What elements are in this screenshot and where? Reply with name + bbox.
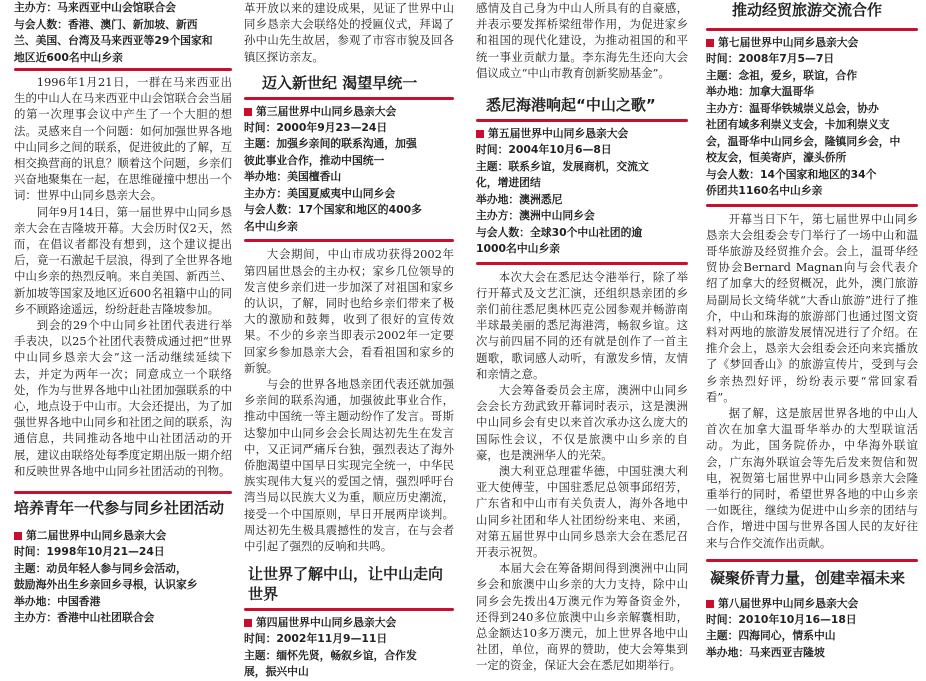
article-paragraph: 感情及自己身为中山人所具有的自豪感，并表示要发挥桥梁纽带作用，为促进家乡和祖国的现代化建设，为推动祖国的和平统一事业贡献力量。李东海先生还向大会倡议成立“中山市教育创新奖励基金”。	[476, 1, 688, 80]
info-line: 校友会，恒美寄庐，濠头侨所	[706, 151, 847, 164]
info-line: 鼓励海外出生乡亲回乡寻根，认识家乡	[14, 578, 198, 592]
info-line: 会，温哥华中山同乡会，隆镇同乡会，中	[706, 134, 901, 148]
red-square-icon	[706, 600, 714, 608]
red-square-icon	[706, 39, 714, 47]
article-paragraph: 开幕当日下午，第七届世界中山同乡恳亲大会组委会专门举行了一场中山和温哥华旅游及经贸推介会。会上，温哥华经贸协会Bernard Magnan向与会代表介绍了加拿大的经贸概况，此外，澳门旅游局副局长文绮华就“大香山旅游”进行了推介，中山和珠海的旅游部门也通过图文资料对两地的旅游发展情况进行了介绍。在推介会上，恳亲大会组委会还向来宾播放了《梦回香山》的旅游宣传片，受到与会乡亲热烈好评，纷纷表示要“常回家看看”。	[706, 211, 918, 404]
col1-bottom-info	[14, 544, 232, 627]
article-paragraph: 本次大会在悉尼达令港举行，除了举行开幕式及文艺汇演，还组织恳亲团的乡亲们前往悉尼奥林匹克公园参观并畅游南半球最美丽的悉尼海港湾，畅叙乡谊。这次与前四届不同的还有就是创作了一首主题歌，歌词感人动听，有激发乡情，友情和亲情之意。	[476, 269, 688, 381]
info-line: 与会人数：17个国家和地区的400多	[244, 203, 422, 217]
divider-bar	[476, 119, 688, 122]
info-line: 化，增进团结	[476, 176, 541, 190]
info-line: 时间：1998年10月21—24日	[14, 545, 165, 559]
info-line: 举办地：美国檀香山	[244, 170, 342, 184]
info-line: 展，振兴中山	[244, 665, 309, 679]
divider-bar	[476, 262, 688, 265]
info-line: 时间：2008年7月5—7日	[706, 52, 835, 65]
event-subheading: 第三届世界中山同乡恳亲大会	[244, 104, 454, 120]
info-line: 与会人数：香港、澳门、新加坡、新西	[14, 17, 198, 31]
divider-bar	[244, 97, 454, 100]
article-paragraph: 同年9月14日，第一届世界中山同乡恳亲大会在吉隆坡开幕。大会历时仅2天，然而，在倡议者都没有想到，这个建议提出后，竟一石激起千层浪，得到了全世界各地中山乡亲的热烈反响。来自美国、新西兰、新加坡等国家及地区近600名祖籍中山的同乡不顾路途遥远，纷纷赶赴吉隆坡参加。	[14, 204, 232, 316]
section-heading: 迈入新世纪 渴望早统一	[262, 73, 418, 92]
col3-info	[476, 142, 688, 258]
red-square-icon	[244, 619, 252, 627]
divider-bar	[706, 559, 918, 562]
info-line: 举办地：中国香港	[14, 594, 101, 608]
info-line: 举办地：加拿大温哥华	[706, 85, 814, 98]
article-paragraph: 本届大会在筹备期间得到澳洲中山同乡会和旅澳中山乡亲的大力支持，除中山同乡会先拨出4万澳元作为筹备资金外，还得到240多位旅澳中山乡亲解囊相助，总金额达10多万澳元，加上世界各地中山社团，单位，商界的赞助，使大会筹集到一定的资金，保证大会在悉尼如期举行。	[476, 561, 688, 673]
col2-info	[244, 120, 454, 236]
info-line: 时间：2002年11月9—11日	[244, 632, 388, 646]
event-subheading: 第二届世界中山同乡恳亲大会	[14, 528, 232, 544]
event-subheading: 第八届世界中山同乡恳亲大会	[706, 596, 918, 612]
article-paragraph: 1996年1月21日，一群在马来西亚出生的中山人在马来西亚中山会馆联合会当届的第一次理事会议中产生了一个大胆的想法。灵感来自一个问题：如何加强世界各地中山同乡之间的联系，促进彼此的了解，互相交换营商的讯息？顺着这个问题，乡亲们兴奋地聚集在一起，在思维碰撞中想出一个词：世界中山同乡恳亲大会。	[14, 75, 232, 203]
info-line: 侨团共1160名中山乡亲	[706, 184, 823, 197]
column-3	[476, 0, 688, 674]
col2-info2	[244, 631, 454, 681]
divider-bar	[244, 239, 454, 242]
info-line: 主办方：马来西亚中山会馆联合会	[14, 1, 176, 14]
info-line: 主题：联系乡谊，发展商机，交流文	[476, 159, 649, 173]
red-square-icon	[244, 108, 252, 116]
section-heading: 让世界了解中山，让中山走向世界	[248, 565, 444, 604]
section-heading: 培养青年一代参与同乡社团活动	[14, 499, 225, 518]
article-paragraph: 据了解，这是旅居世界各地的中山人首次在加拿大温哥华举办的大型联谊活动。为此，国务院侨办，中华海外联谊会，广东海外联谊会等先后发来贺信和贺电，祝贺第七届世界中山同乡恳亲大会隆重举行的同时，希望世界各地的中山乡亲一如既往，继续为促进中山乡亲的团结与合作，增进中国与世界各国人民的友好往来与合作交流作出贡献。	[706, 405, 918, 550]
divider-bar	[706, 28, 918, 31]
section-heading: 推动经贸旅游交流合作	[732, 1, 883, 19]
info-line: 举办地：澳洲悉尼	[476, 192, 563, 206]
info-line: 主办方：香港中山社团联合会	[14, 611, 155, 625]
info-line: 与会人数：全球30个中山社团的逾	[476, 225, 643, 239]
info-line: 彼此事业合作，推动中国统一	[244, 153, 385, 167]
col4-info2	[706, 612, 918, 662]
event-subheading: 第五届世界中山同乡恳亲大会	[476, 126, 688, 142]
divider-bar	[14, 68, 232, 71]
divider-bar	[244, 608, 454, 611]
info-line: 社团有域多利崇义支会，卡加利崇义支	[706, 118, 890, 131]
info-line: 主办方：澳洲中山同乡会	[476, 209, 595, 223]
article-paragraph: 大会筹备委员会主席，澳洲中山同乡会会长方劲武致开幕词时表示，这是澳洲中山同乡会有史以来首次承办这么庞大的国际性会议，不仅是旅澳中山乡亲的自豪，也是澳洲华人的光荣。	[476, 382, 688, 462]
info-line: 时间：2010年10月16—18日	[706, 612, 857, 626]
article-paragraph: 到会的29个中山同乡社团代表进行举手表决，以25个社团代表赞成通过把“世界中山同乡恳亲大会”这一活动继续延续下去，并定为两年一次；同意成立一个联络处，作为与世界各地中山社团加强联系的中心，地点设于中山市。大会还提出，为了加强世界各地中山同乡和社团之间的联系，沟通信息，共同推动各地中山社团活动的开展，建议由联络处每季度定期出版一期介绍和反映世界各地中山同乡社团活动的刊物。	[14, 318, 232, 478]
info-line: 时间：2004年10月6—8日	[476, 143, 612, 157]
red-square-icon	[476, 130, 484, 138]
info-line: 举办地：马来西亚吉隆坡	[706, 645, 825, 659]
info-line: 主题：念祖，爱乡，联谊，合作	[706, 68, 858, 82]
divider-bar	[14, 491, 232, 494]
column-1	[14, 0, 232, 627]
article-paragraph: 大会期间，中山市成功获得2002年第四届世恳会的主办权；家乡几位领导的发言使乡亲们进一步加深了对祖国和家乡的认识，了解，同时也给乡亲们带来了极大的激励和鼓舞，收到了很好的宣传效果。不少的乡亲当即表示2002年一定要回家乡参加恳亲大会，看看祖国和家乡的新貌。	[244, 247, 454, 375]
article-paragraph: 澳大利亚总理霍华德，中国驻澳大利亚大使傅莹，中国驻悉尼总领事邱绍芳，广东省和中山市有关负责人，海外各地中山同乡社团和华人社团纷纷来电、来函，对第五届世界中山同乡恳亲大会在悉尼召开表示祝贺。	[476, 463, 688, 559]
col4-info	[706, 51, 918, 200]
section-heading: 凝聚侨青力量，创建幸福未来	[710, 568, 906, 587]
event-subheading: 第七届世界中山同乡恳亲大会	[706, 35, 918, 51]
article-paragraph: 与会的世界各地恳亲团代表还就加强乡亲间的联系沟通，加强彼此事业合作，推动中国统一等主题动纷作了发言。哥斯达黎加中山同乡会会长周达初先生在发言中，又正词严痛斥台独，强烈表达了海外侨胞渴望中国早日实现完全统一，中华民族实现伟大复兴的爱国之情，强烈呼吁台湾当局以民族大义为重，顺应历史潮流，接受一个中国原则，早日开展两岸谈判。周达初先生极具震撼性的发言，在与会者中引起了强烈的反响和共鸣。	[244, 376, 454, 553]
article-paragraph: 革开放以来的建设成果，见证了世界中山同乡恳亲大会联络处的授匾仪式，拜谒了孙中山先生故居，参观了市容市貌及回各镇区探访亲友。	[244, 1, 454, 64]
info-line: 主题：四海同心，情系中山	[706, 629, 836, 643]
col1-top-info	[14, 0, 232, 66]
info-line: 主办方：美国夏威夷中山同乡会	[244, 186, 396, 200]
info-line: 名中山乡亲	[244, 219, 298, 233]
info-line: 主题：加强乡亲间的联系沟通，加强	[244, 137, 417, 151]
info-line: 兰、美国、台湾及马来西亚等29个国家和	[14, 34, 213, 47]
divider-bar	[706, 204, 918, 207]
info-line: 与会人数：14个国家和地区的34个	[706, 167, 877, 181]
column-4	[706, 0, 918, 661]
column-2	[244, 0, 454, 681]
info-line: 地区近600名中山乡亲	[14, 50, 123, 64]
info-line: 主题：缅怀先贤，畅叙乡谊，合作发	[244, 648, 417, 662]
info-line: 主题：动员年轻人参与同乡会活动，	[14, 561, 187, 575]
info-line: 主办方：温哥华铁城崇义总会，协办	[706, 101, 879, 115]
event-subheading: 第四届世界中山同乡恳亲大会	[244, 615, 454, 631]
info-line: 时间：2000年9月23—24日	[244, 120, 388, 134]
red-square-icon	[14, 532, 22, 540]
section-heading: 悉尼海港响起“中山之歌”	[486, 96, 656, 115]
info-line: 1000名中山乡亲	[476, 242, 561, 256]
